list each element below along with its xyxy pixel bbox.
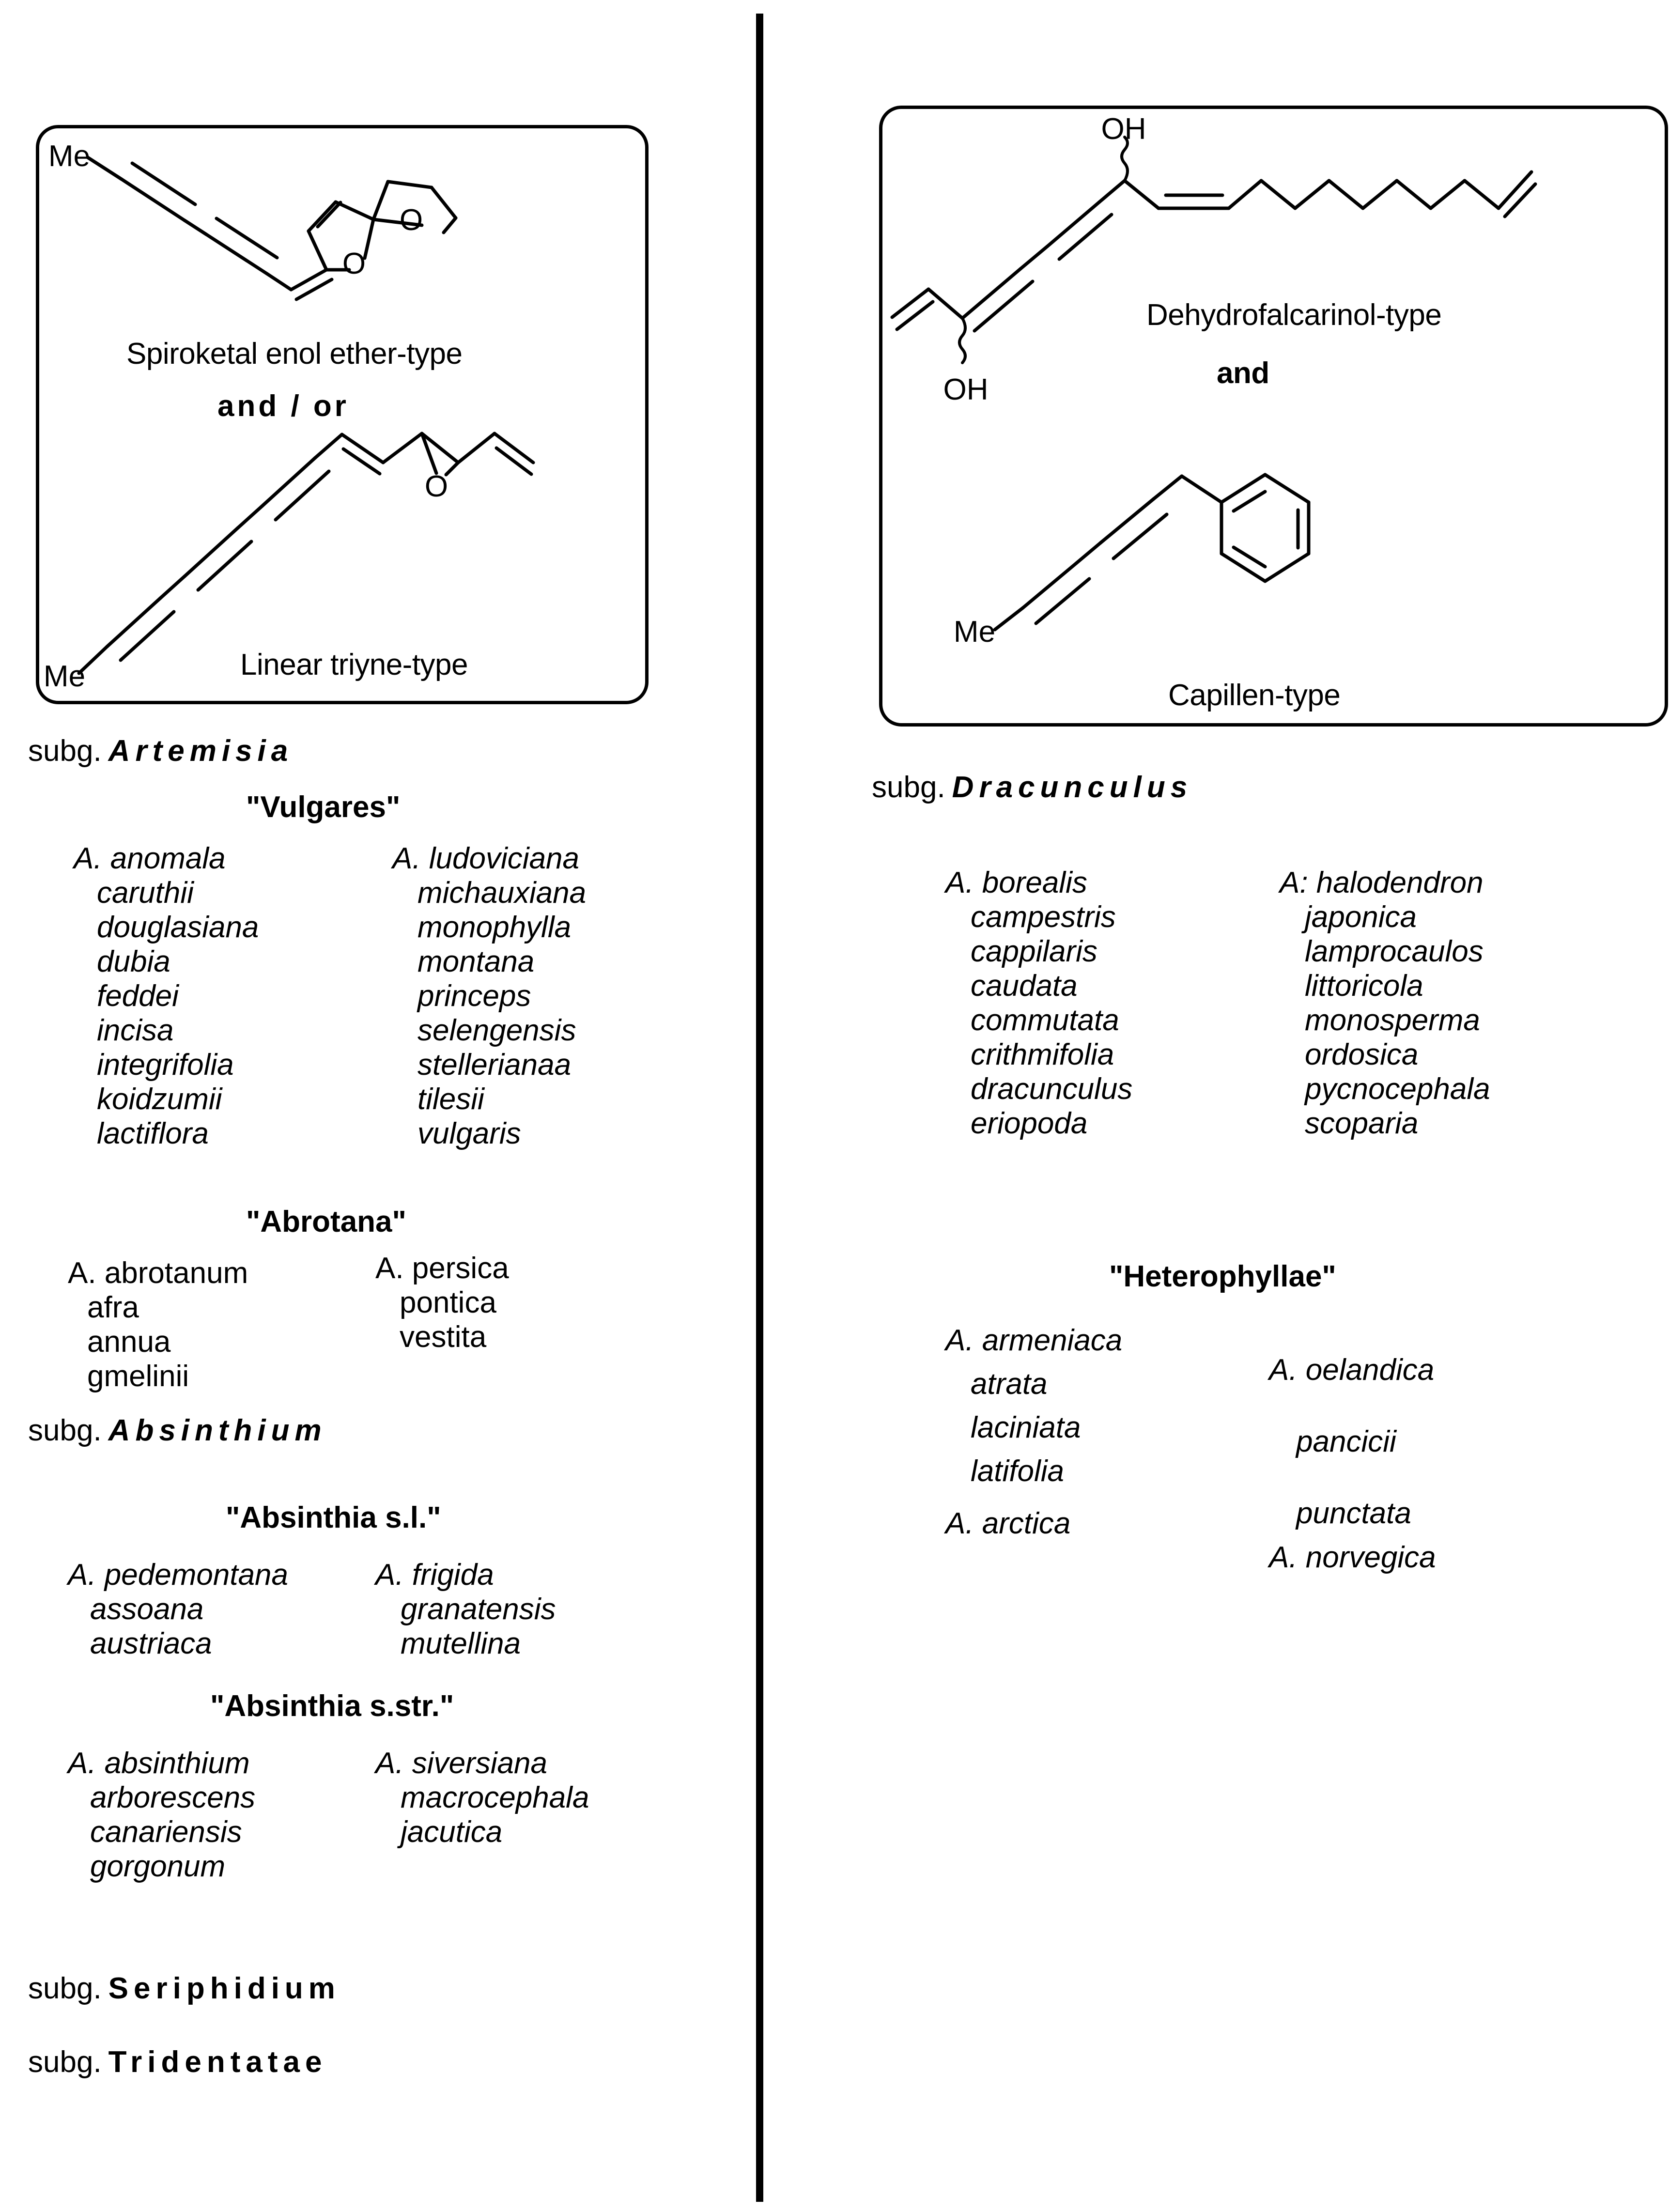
subgenus-name: Tridentatae (108, 2045, 327, 2079)
group-heading-absinthia-sstr: "Absinthia s.str." (210, 1689, 454, 1723)
species-list-absinthia-sl-right (375, 1558, 556, 1661)
list-item: A. ludoviciana (392, 842, 580, 875)
list-item: lactiflora (97, 1117, 209, 1150)
linear-triyne-caption: Linear triyne-type (240, 648, 468, 681)
species-list-absinthia-sstr-left (68, 1746, 255, 1884)
species-list-dracunculus-left (945, 866, 1132, 1141)
hydroxyl-label-top: OH (1101, 112, 1146, 146)
list-item: A. armeniaca (945, 1324, 1123, 1357)
subgenus-prefix: subg. (28, 734, 102, 768)
list-item: pycnocephala (1305, 1072, 1490, 1106)
list-item: laciniata (971, 1411, 1081, 1444)
species-extra-arctica (945, 1506, 1070, 1541)
panel-divider (756, 14, 763, 2202)
list-item: punctata (1296, 1497, 1411, 1530)
list-item: A. frigida (375, 1558, 494, 1592)
list-item: granatensis (401, 1593, 556, 1626)
species-extra-norvegica (1269, 1540, 1436, 1575)
subgenus-seriphidium (28, 1971, 340, 2006)
oxygen-label-pyran: O (399, 203, 423, 237)
list-item: ordosica (1305, 1038, 1419, 1071)
and-or-connector: and / or (217, 389, 349, 423)
list-item: A. siversiana (375, 1747, 547, 1780)
group-heading-abrotana: "Abrotana" (246, 1205, 406, 1238)
list-item: A. abrotanum (68, 1256, 248, 1290)
list-item: afra (87, 1291, 139, 1324)
list-item: japonica (1305, 900, 1417, 934)
group-heading-vulgares: "Vulgares" (246, 790, 401, 824)
methyl-label-spiroketal: Me (48, 139, 91, 173)
list-item: princeps (417, 979, 531, 1013)
list-item: assoana (90, 1593, 204, 1626)
left-structure-box (36, 125, 649, 704)
species-list-heterophyllae-left (945, 1319, 1122, 1493)
species-list-abrotana-right (375, 1251, 509, 1354)
list-item: incisa (97, 1014, 174, 1047)
list-item: atrata (971, 1367, 1048, 1401)
list-item: A. borealis (945, 866, 1087, 899)
species-list-absinthia-sstr-right (375, 1746, 589, 1849)
list-item: dubia (97, 945, 170, 978)
list-item: canariensis (90, 1815, 242, 1849)
list-item: A. persica (375, 1252, 509, 1285)
list-item: gmelinii (87, 1360, 189, 1393)
list-item: michauxiana (417, 876, 587, 910)
list-item: stellerianaa (417, 1048, 572, 1082)
list-item: caruthii (97, 876, 194, 910)
dehydrofalcarinol-caption: Dehydrofalcarinol-type (1146, 298, 1442, 332)
capillen-caption: Capillen-type (1168, 679, 1341, 712)
subgenus-artemisia (28, 734, 293, 768)
species-list-abrotana-left (68, 1256, 248, 1393)
list-item: jacutica (401, 1815, 503, 1849)
subgenus-absinthium (28, 1413, 327, 1448)
list-item: lamprocaulos (1305, 935, 1484, 968)
group-heading-absinthia-sl: "Absinthia s.l." (226, 1501, 441, 1534)
list-item: A. absinthium (68, 1747, 250, 1780)
list-item: crithmifolia (971, 1038, 1114, 1071)
list-item: A: halodendron (1280, 866, 1484, 899)
oxygen-label-epoxide: O (424, 470, 448, 503)
list-item: austriaca (90, 1627, 212, 1660)
list-item: commutata (971, 1004, 1119, 1037)
subgenus-prefix: subg. (28, 1972, 102, 2005)
list-item: latifolia (971, 1454, 1064, 1488)
subgenus-prefix: subg. (28, 2045, 102, 2079)
list-item: caudata (971, 969, 1078, 1003)
and-connector: and (1217, 356, 1269, 390)
list-item: koidzumii (97, 1083, 222, 1116)
species-list-vulgares-left (74, 841, 259, 1151)
list-item: arborescens (90, 1781, 256, 1814)
list-item: cappilaris (971, 935, 1097, 968)
list-item: A. anomala (74, 842, 226, 875)
list-item: macrocephala (401, 1781, 589, 1814)
list-item: littoricola (1305, 969, 1423, 1003)
subgenus-tridentatae (28, 2045, 327, 2079)
list-item: pontica (400, 1286, 496, 1319)
species-list-absinthia-sl-left (68, 1558, 288, 1661)
right-structure-box (879, 106, 1668, 727)
list-item: vulgaris (417, 1117, 521, 1150)
list-item: mutellina (401, 1627, 521, 1660)
subgenus-name: Absinthium (108, 1414, 327, 1447)
subgenus-name: Seriphidium (108, 1972, 340, 2005)
list-item: A. norvegica (1269, 1541, 1436, 1574)
list-item: montana (417, 945, 535, 978)
subgenus-prefix: subg. (28, 1414, 102, 1447)
subgenus-prefix: subg. (872, 771, 945, 804)
dehydrofalcarinol-and-capillen-structures (882, 109, 1665, 723)
methyl-label-capillen: Me (953, 615, 996, 649)
list-item: vestita (400, 1320, 487, 1354)
list-item: feddei (97, 979, 179, 1013)
species-list-vulgares-right (392, 841, 586, 1151)
methyl-label-triyne: Me (43, 660, 86, 693)
list-item: douglasiana (97, 911, 259, 944)
list-item: gorgonum (90, 1850, 226, 1883)
hydroxyl-label-bottom: OH (943, 373, 989, 406)
list-item: campestris (971, 900, 1116, 934)
list-item: pancicii (1296, 1425, 1396, 1458)
subgenus-name: Dracunculus (952, 771, 1193, 804)
list-item: A. arctica (945, 1507, 1071, 1540)
list-item: monosperma (1305, 1004, 1480, 1037)
list-item: A. pedemontana (68, 1558, 289, 1592)
list-item: annua (87, 1325, 171, 1359)
species-list-heterophyllae-right (1269, 1334, 1434, 1549)
subgenus-name: Artemisia (108, 734, 294, 768)
list-item: integrifolia (97, 1048, 234, 1082)
group-heading-heterophyllae: "Heterophyllae" (1109, 1260, 1336, 1293)
list-item: tilesii (417, 1083, 484, 1116)
list-item: scoparia (1305, 1107, 1419, 1140)
oxygen-label-furan: O (342, 247, 366, 280)
species-list-dracunculus-right (1280, 866, 1490, 1141)
spiroketal-caption: Spiroketal enol ether-type (126, 337, 463, 371)
subgenus-dracunculus (872, 770, 1192, 804)
list-item: eriopoda (971, 1107, 1088, 1140)
list-item: A. oelandica (1269, 1353, 1435, 1387)
list-item: monophylla (417, 911, 572, 944)
list-item: dracunculus (971, 1072, 1133, 1106)
list-item: selengensis (417, 1014, 576, 1047)
